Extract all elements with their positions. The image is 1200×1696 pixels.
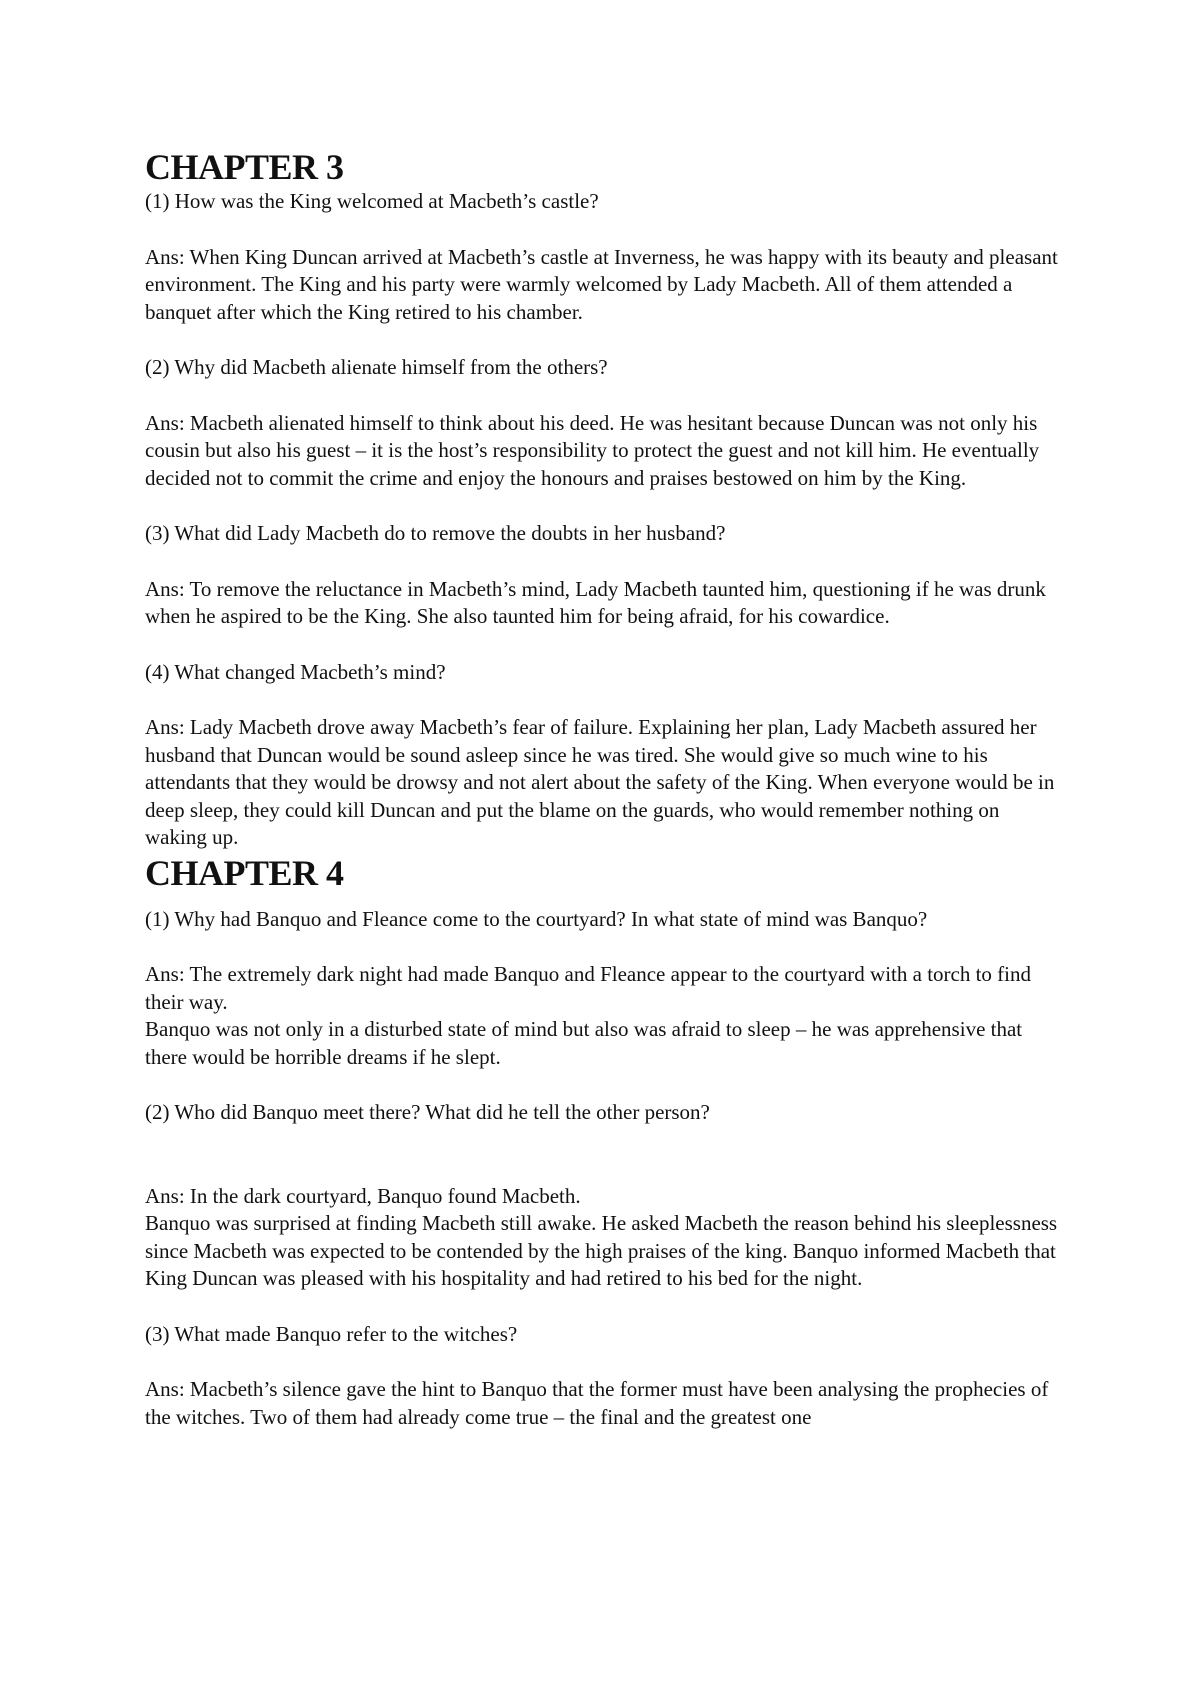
chapter-3-answer-2: Ans: Macbeth alienated himself to think about his deed. He was hesitant because Duncan was not only his cousin but also his guest – it is the host’s responsibility to protect the guest and not kill him. He eventually decided not to commit the crime and enjoy the honours and praises bestowed on him by the King. [145, 410, 1040, 490]
chapter-3-question-2: (2) Why did Macbeth alienate himself from the others? [145, 355, 608, 379]
chapter-3-question-4: (4) What changed Macbeth’s mind? [145, 659, 446, 684]
chapter-3-answer-1: Ans: When King Duncan arrived at Macbeth’s castle at Inverness, he was happy with its beauty and pleasant environment. The King and his party were warmly welcomed by Lady Macbeth. All of them attended a banquet after which the King retired to his chamber. [145, 244, 1058, 324]
chapter-3-question-1: (1) How was the King welcomed at Macbeth’s castle? [145, 189, 599, 213]
chapter-4-answer-1-part-2: Banquo was not only in a disturbed state of mind but also was afraid to sleep – he was apprehensive that there would be horrible dreams if he slept. [145, 1017, 1023, 1069]
chapter-4-question-1: (1) Why had Banquo and Fleance come to the courtyard? In what state of mind was Banquo? [145, 906, 928, 931]
chapter-4-title: CHAPTER 4 [145, 852, 344, 893]
chapter-4-answer-3: Ans: Macbeth’s silence gave the hint to Banquo that the former must have been analysing the prophecies of the witches. Two of them had already come true – the final and the greatest one [145, 1377, 1049, 1429]
chapter-4-answer-1-part-1: Ans: The extremely dark night had made Banquo and Fleance appear to the courtyard with a torch to find their way. [145, 962, 1031, 1014]
chapter-4-question-3: (3) What made Banquo refer to the witches? [145, 1321, 518, 1346]
chapter-3-answer-3: Ans: To remove the reluctance in Macbeth’s mind, Lady Macbeth taunted him, questioning if he was drunk when he aspired to be the King. She also taunted him for being afraid, for his cowardice. [145, 576, 1046, 628]
chapter-3-question-3: (3) What did Lady Macbeth do to remove the doubts in her husband? [145, 521, 726, 545]
chapter-3-answer-4: Ans: Lady Macbeth drove away Macbeth’s fear of failure. Explaining her plan, Lady Macbeth assured her husband that Duncan would be sound asleep since he was tired. She would give so much wine to his attendants that they would be drowsy and not alert about the safety of the King. When everyone would be in deep sleep, they could kill Duncan and put the blame on the guards, who would remember nothing on waking up. [145, 715, 1055, 849]
chapter-3-title: CHAPTER 3 [145, 147, 344, 187]
document-page [145, 146, 1065, 1431]
chapter-4-question-2: (2) Who did Banquo meet there? What did he tell the other person? [145, 1100, 710, 1124]
chapter-4-answer-2-part-2: Banquo was surprised at finding Macbeth still awake. He asked Macbeth the reason behind his sleeplessness since Macbeth was expected to be contended by the high praises of the king. Banquo informed Macbeth that King Duncan was pleased with his hospitality and had retired to his bed for the night. [145, 1211, 1058, 1290]
chapter-4-answer-2-part-1: Ans: In the dark courtyard, Banquo found Macbeth. [145, 1183, 581, 1208]
